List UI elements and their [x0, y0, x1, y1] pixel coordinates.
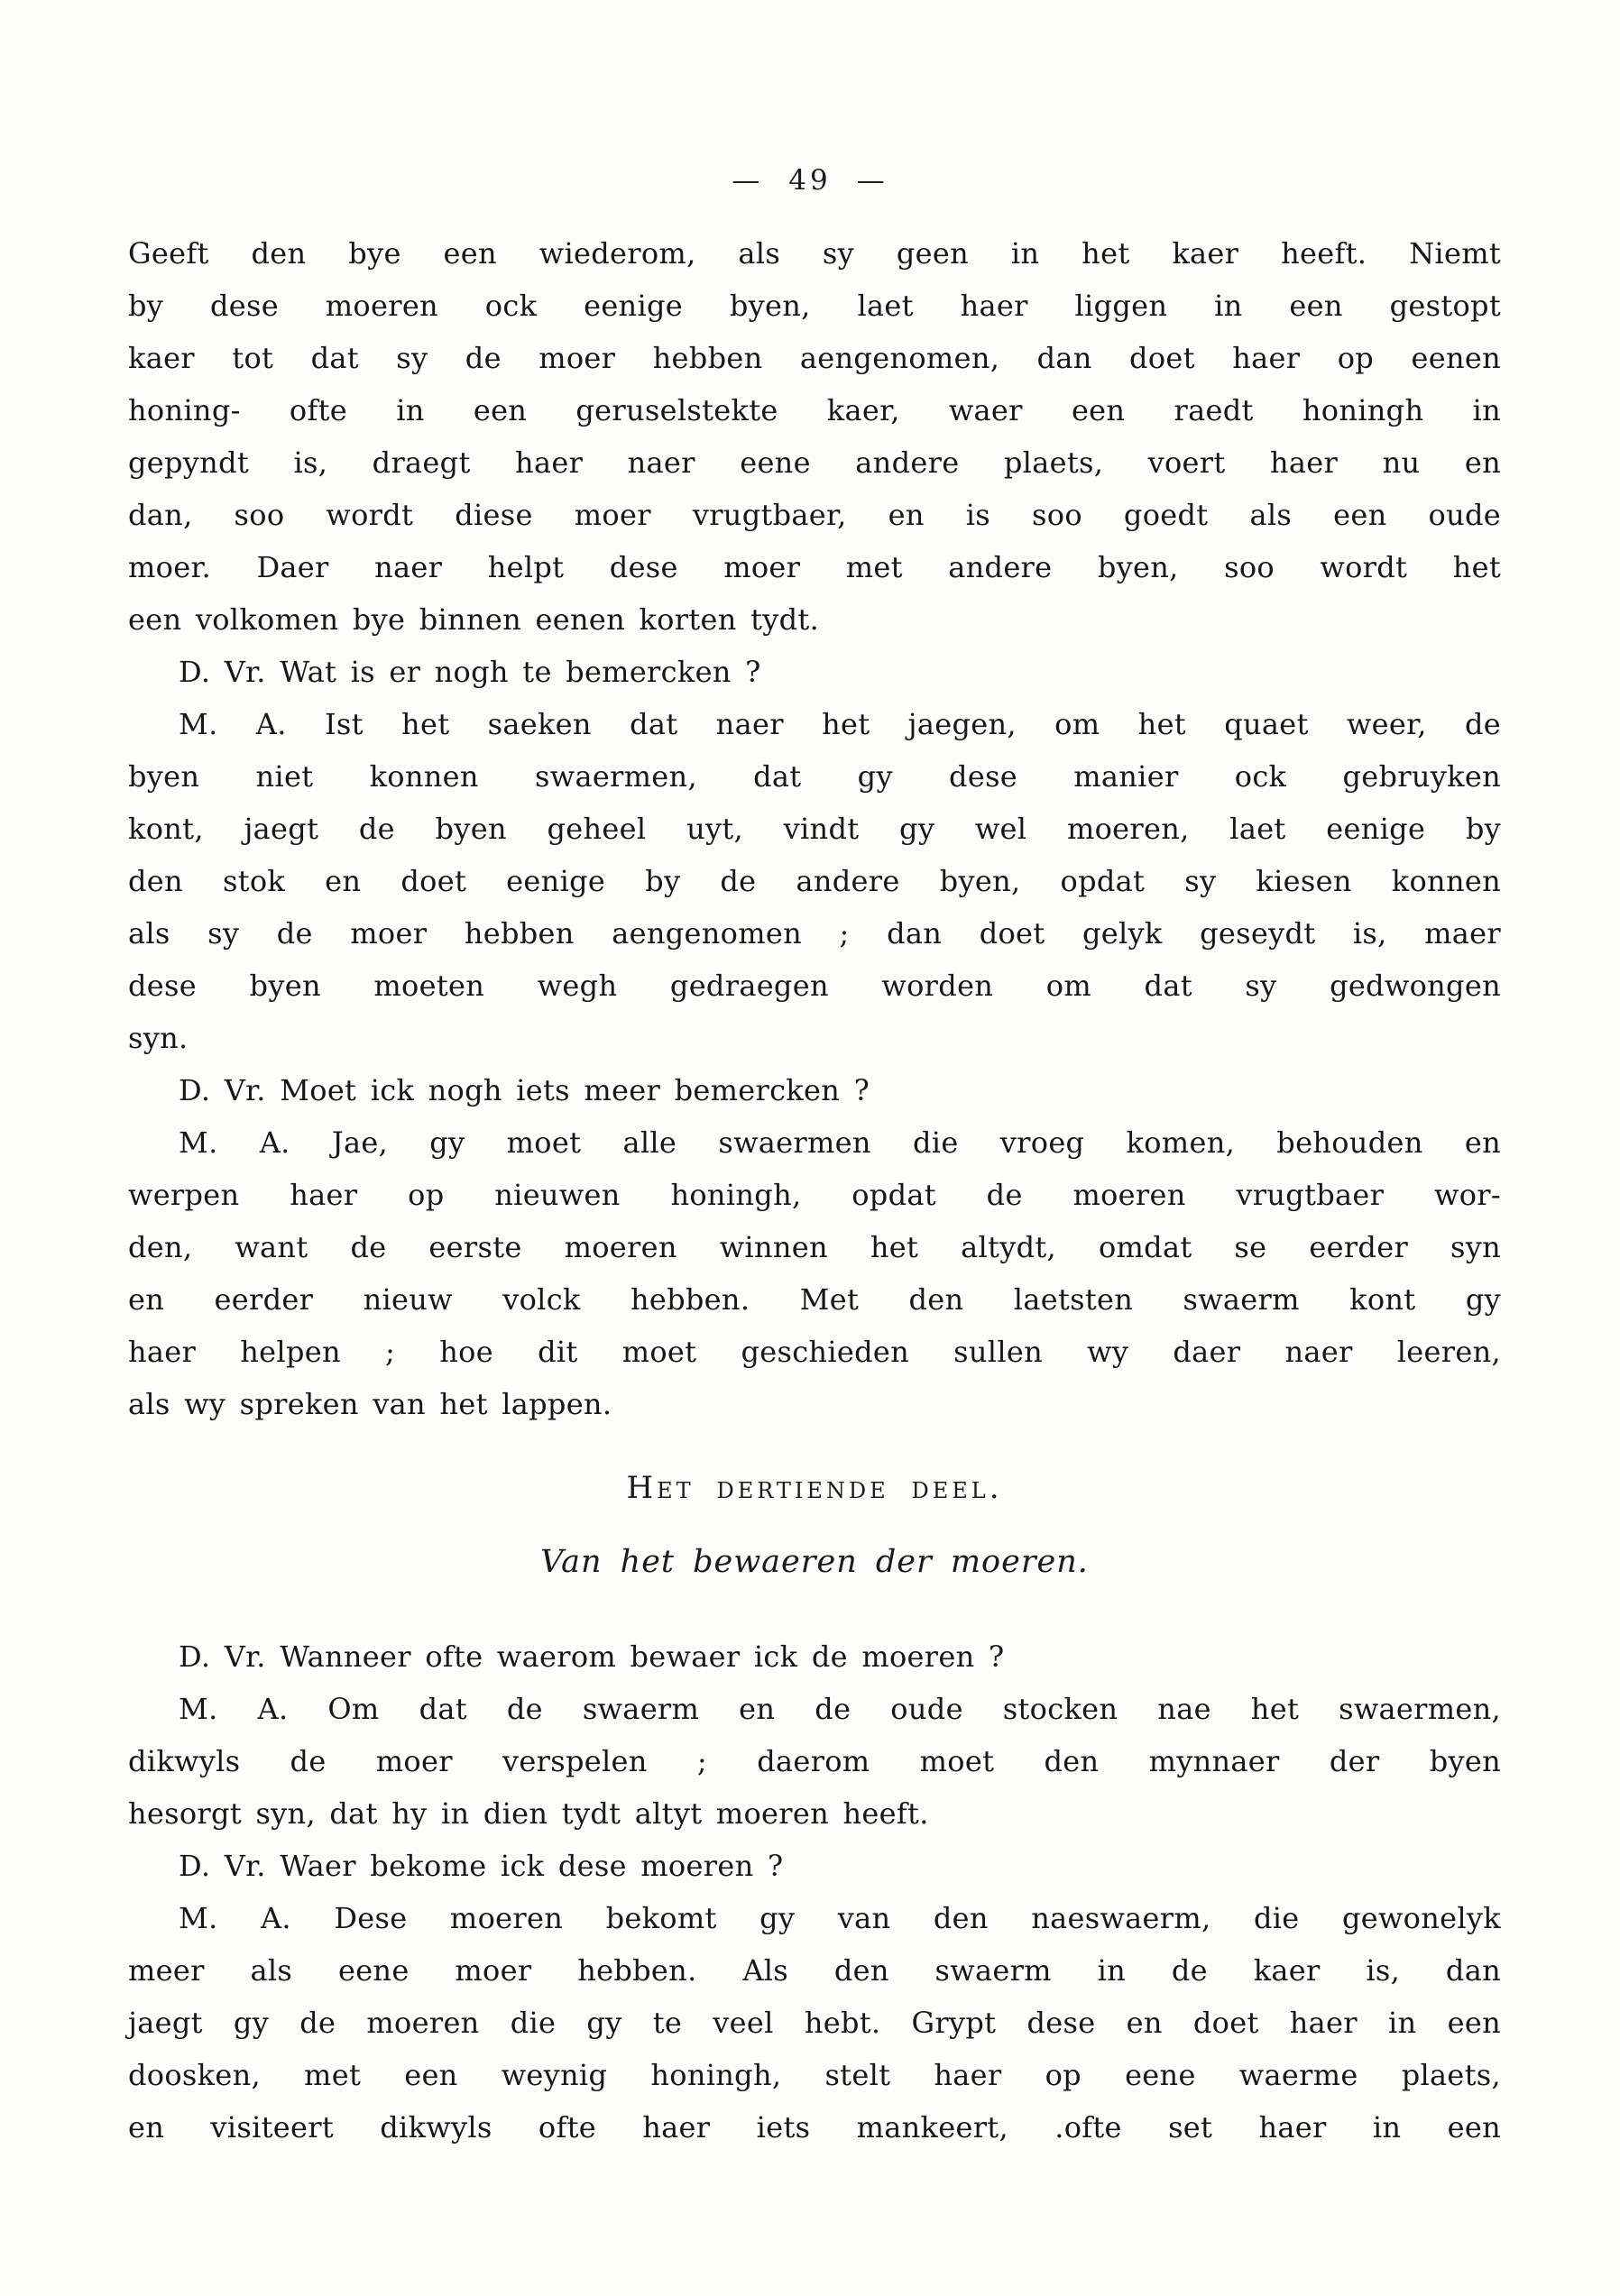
text-line: gepyndt is, draegt haer naer eene andere plaets, voert haer nu en [128, 445, 1501, 480]
text-line: M. A. Jae, gy moet alle swaermen die vroeg komen, behouden en [179, 1125, 1501, 1160]
text-line: by dese moeren ock eenige byen, laet haer liggen in een gestopt [128, 289, 1501, 323]
body-text-bottom [128, 1630, 1501, 2154]
chapter-heading: Het dertiende deel. [626, 1470, 1003, 1506]
text-line: als sy de moer hebben aengenomen ; dan doet gelyk geseydt is, maer [128, 916, 1501, 951]
text-line: den, want de eerste moeren winnen het altydt, omdat se eerder syn [128, 1230, 1501, 1264]
text-line: kont, jaegt de byen geheel uyt, vindt gy wel moeren, laet eenige by [128, 812, 1501, 846]
body-text-top [128, 227, 1501, 1430]
page-number: — 49 — [732, 164, 888, 197]
text-line: hesorgt syn, dat hy in dien tydt altyt moeren heeft. [128, 1796, 929, 1831]
text-line: als wy spreken van het lappen. [128, 1387, 612, 1421]
text-line: werpen haer op nieuwen honingh, opdat de moeren vrugtbaer wor- [128, 1178, 1501, 1212]
text-line: dese byen moeten wegh gedraegen worden om dat sy gedwongen [128, 969, 1501, 1003]
text-line: Geeft den bye een wiederom, als sy geen in het kaer heeft. Niemt [128, 236, 1501, 271]
text-line: den stok en doet eenige by de andere byen, opdat sy kiesen konnen [128, 864, 1501, 898]
text-line: dan, soo wordt diese moer vrugtbaer, en is soo goedt als een oude [128, 498, 1501, 532]
text-line: M. A. Om dat de swaerm en de oude stocken nae het swaermen, [179, 1692, 1501, 1726]
chapter-subtitle: Van het bewaeren der moeren. [540, 1544, 1089, 1580]
text-line: en eerder nieuw volck hebben. Met den laetsten swaerm kont gy [128, 1282, 1501, 1317]
text-line: jaegt gy de moeren die gy te veel hebt. Grypt dese en doet haer in een [128, 2006, 1501, 2040]
text-line: meer als eene moer hebben. Als den swaerm in de kaer is, dan [128, 1953, 1501, 1988]
text-line: doosken, met een weynig honingh, stelt haer op eene waerme plaets, [128, 2058, 1501, 2092]
text-line: moer. Daer naer helpt dese moer met andere byen, soo wordt het [128, 550, 1501, 584]
text-line: byen niet konnen swaermen, dat gy dese manier ock gebruyken [128, 759, 1501, 794]
text-line: M. A. Ist het saeken dat naer het jaegen, om het quaet weer, de [179, 707, 1501, 741]
text-line: M. A. Dese moeren bekomt gy van den naeswaerm, die gewonelyk [179, 1901, 1501, 1935]
text-line: D. Vr. Moet ick nogh iets meer bemercken ? [179, 1073, 870, 1107]
text-line: honing- ofte in een geruselstekte kaer, waer een raedt honingh in [128, 393, 1501, 427]
text-line: kaer tot dat sy de moer hebben aengenomen, dan doet haer op eenen [128, 341, 1501, 375]
text-line: syn. [128, 1021, 189, 1055]
text-line: D. Vr. Wanneer ofte waerom bewaer ick de moeren ? [179, 1639, 1005, 1674]
text-line: een volkomen bye binnen eenen korten tydt. [128, 602, 820, 637]
text-line: dikwyls de moer verspelen ; daerom moet den mynnaer der byen [128, 1744, 1501, 1778]
text-line: D. Vr. Wat is er nogh te bemercken ? [179, 655, 761, 689]
text-line: D. Vr. Waer bekome ick dese moeren ? [179, 1849, 784, 1883]
text-line: haer helpen ; hoe dit moet geschieden sullen wy daer naer leeren, [128, 1335, 1501, 1369]
text-line: en visiteert dikwyls ofte haer iets mankeert, .ofte set haer in een [128, 2110, 1501, 2144]
